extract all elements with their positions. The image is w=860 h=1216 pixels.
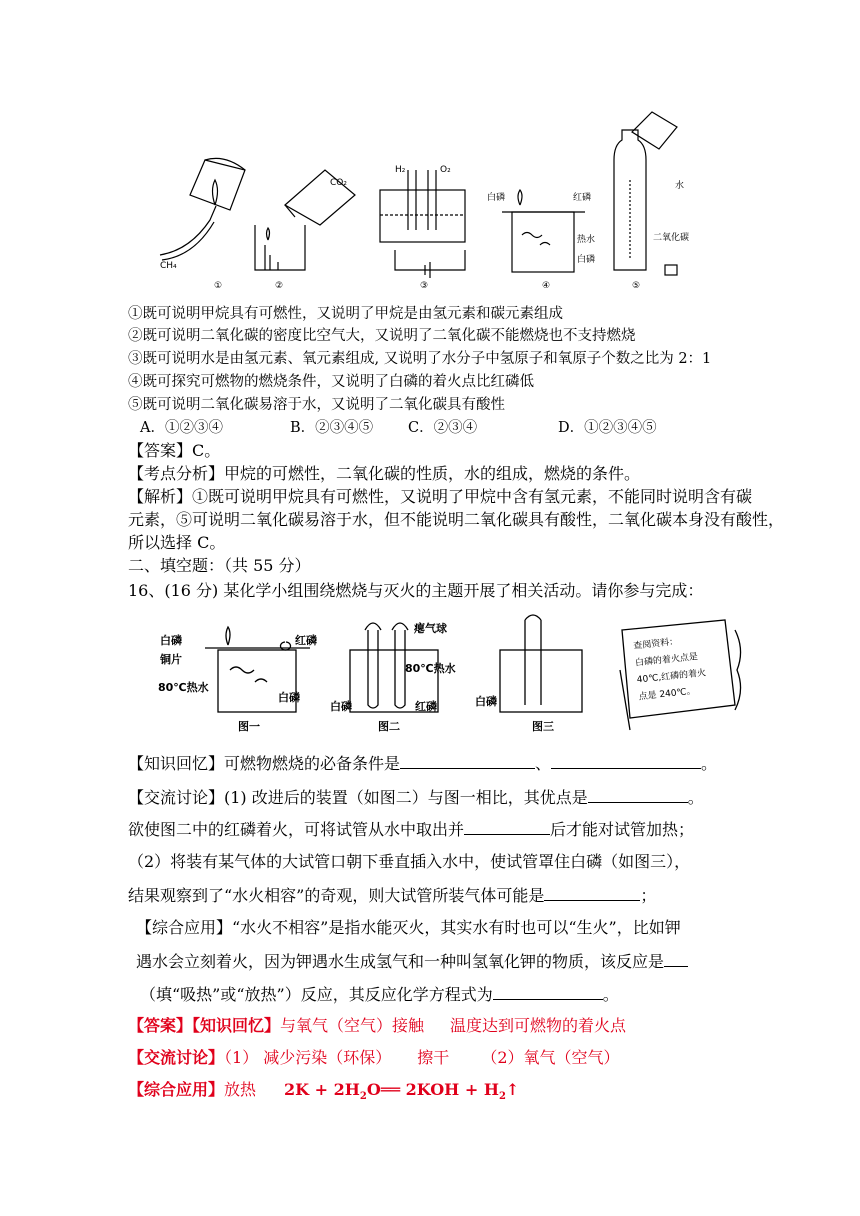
answer-memory-2: 温度达到可燃物的着火点 [450,1016,627,1035]
memory-sep: 、 [535,754,552,773]
option-a: A．①②③④ [140,420,223,436]
explain-15-line2: 元素，⑤可说明二氧化碳易溶于水，但不能说明二氧化碳具有酸性，二氧化碳本身没有酸性， [128,510,785,529]
apply-3 [140,983,619,1006]
fig-label-white-p2: 白磷 [577,255,596,265]
answer-discuss-1: （1） 减少污染（环保） [224,1048,392,1067]
answer-line-2 [128,1047,620,1069]
discuss2b-end: ； [640,886,657,905]
explain-15-line3: 所以选择 C。 [128,533,226,552]
note-line-2: 白磷的着火点是 [634,652,699,669]
option-d: D．①②③④⑤ [558,420,657,436]
answer-equation: $2K + 2H_2O══$ $2KOH + H_2↑$ [284,1080,520,1103]
q16-figures [0,610,860,740]
experiment-figures [0,0,860,300]
answer-memory-tag: 【知识回忆】 [192,1016,281,1035]
answer-line-3 [128,1079,519,1108]
section-title: 二、填空题：（共 55 分） [128,556,311,575]
fig-label-co2: CO₂ [330,178,347,188]
fig-num-3: ③ [420,281,429,291]
memory-end: 。 [701,754,718,773]
answer-line-1 [128,1015,626,1037]
explain-15-line1: 【解析】①既可说明甲烷具有可燃性，又说明了甲烷中含有氢元素，不能同时说明含有碳 [128,487,753,506]
fig-num-1: ① [214,281,223,291]
fig-label-o2: O₂ [440,165,451,175]
statement-1: ①既可说明甲烷具有可燃性，又说明了甲烷是由氢元素和碳元素组成 [128,306,563,322]
fig-label-ch4: CH₄ [160,261,177,271]
statement-3: ③既可说明水是由氢元素、氧元素组成, 又说明了水分子中氢原子和氧原子个数之比为 2：1 [128,351,712,367]
blank-memory-1[interactable] [400,752,535,769]
analysis-15: 【考点分析】甲烷的可燃性，二氧化碳的性质，水的组成，燃烧的条件。 [128,464,641,483]
fig-num-5: ⑤ [632,281,641,291]
fig3-label-white-p: 白磷 [475,695,497,708]
fig2-caption: 图二 [378,720,400,733]
fig2-label-balloon: 瘪气球 [414,622,447,635]
fig2-label-hot-water: 80℃热水 [405,662,456,675]
fig1-caption: 图一 [238,720,260,733]
fig1-label-white-p: 白磷 [160,634,182,647]
fig-num-2: ② [275,281,284,291]
fig1-label-white-p2: 白磷 [278,691,300,704]
options-row [140,418,657,438]
fig-label-water: 水 [675,181,685,191]
apply-1: 【综合应用】“水火不相容”是指水能灭火，其实水有时也可以“生火”，比如钾 [136,918,681,937]
fig1-label-copper: 铜片 [160,653,182,666]
answer-apply-tag: 【综合应用】 [128,1080,225,1099]
statement-5: ⑤既可说明二氧化碳易溶于水，又说明了二氧化碳具有酸性 [128,397,505,413]
discuss1b-end: 后才能对试管加热； [550,820,695,839]
fig-label-white-p: 白磷 [487,193,506,203]
blank-discuss-2[interactable] [464,818,550,835]
fig-label-co2-cn: 二氧化碳 [653,233,690,243]
fig1-label-hot-water: 80℃热水 [158,681,209,694]
question-16: 16、(16 分) 某化学小组围绕燃烧与灭火的主题开展了相关活动。请你参与完成： [128,581,704,600]
answer-tag: 【答案】 [128,1016,193,1035]
answer-memory-1: 与氧气（空气）接触 [280,1016,425,1035]
fig3-caption: 图三 [532,720,554,733]
answer-discuss-tag: 【交流讨论】 [128,1048,225,1067]
apply3-end: 。 [602,985,619,1004]
answer-discuss-2: 擦干 [417,1048,450,1067]
blank-discuss-3[interactable] [544,884,640,901]
answer-15: 【答案】C。 [128,441,221,460]
blank-apply-1[interactable] [664,950,688,967]
fig1-label-red-p: 红磷 [295,634,317,647]
discussion-1b [128,818,694,841]
blank-apply-2[interactable] [493,983,603,1000]
statement-2: ②既可说明二氧化碳的密度比空气大，又说明了二氧化碳不能燃烧也不支持燃烧 [128,328,636,344]
statement-4: ④既可探究可燃物的燃烧条件，又说明了白磷的着火点比红磷低 [128,374,534,390]
knowledge-memory [128,752,717,775]
option-b: B．②③④⑤ [290,420,374,436]
fig-label-h2: H₂ [395,165,406,175]
discuss1b-text: 欲使图二中的红磷着火，可将试管从水中取出并 [128,820,465,839]
fig-num-4: ④ [542,281,551,291]
apply2-text: 遇水会立刻着火，因为钾遇水生成氢气和一种叫氢氧化钾的物质，该反应是 [136,952,665,971]
discussion-1 [128,786,704,809]
apply3-text: （填“吸热”或“放热”）反应，其反应化学方程式为 [140,985,493,1004]
note-line-3: 40℃,红磷的着火 [636,668,707,686]
discuss2b-text: 结果观察到了“水火相容”的奇观，则大试管所装气体可能是 [128,886,545,905]
fig2-label-white-p: 白磷 [330,700,352,713]
discuss1-text: 【交流讨论】(1) 改进后的装置（如图二）与图一相比，其优点是 [128,788,588,807]
answer-discuss-3: （2）氧气（空气） [481,1048,620,1067]
discuss1-end: 。 [687,788,704,807]
answer-apply-1: 放热 [224,1080,257,1099]
discussion-2b [128,884,656,907]
fig2-label-red-p: 红磷 [415,700,437,713]
memory-text: 【知识回忆】可燃物燃烧的必备条件是 [128,754,401,773]
fig-label-red-p: 红磷 [573,193,592,203]
option-c: C．②③④ [408,420,478,436]
blank-discuss-1[interactable] [588,786,688,803]
note-line-4: 点是 240℃。 [638,686,697,703]
blank-memory-2[interactable] [551,752,701,769]
fig-label-hot-water: 热水 [577,235,596,245]
apply-2 [136,950,688,973]
note-line-1: 查阅资料： [632,637,679,652]
discussion-2: （2）将装有某气体的大试管口朝下垂直插入水中，使试管罩住白磷（如图三）， [128,852,691,871]
